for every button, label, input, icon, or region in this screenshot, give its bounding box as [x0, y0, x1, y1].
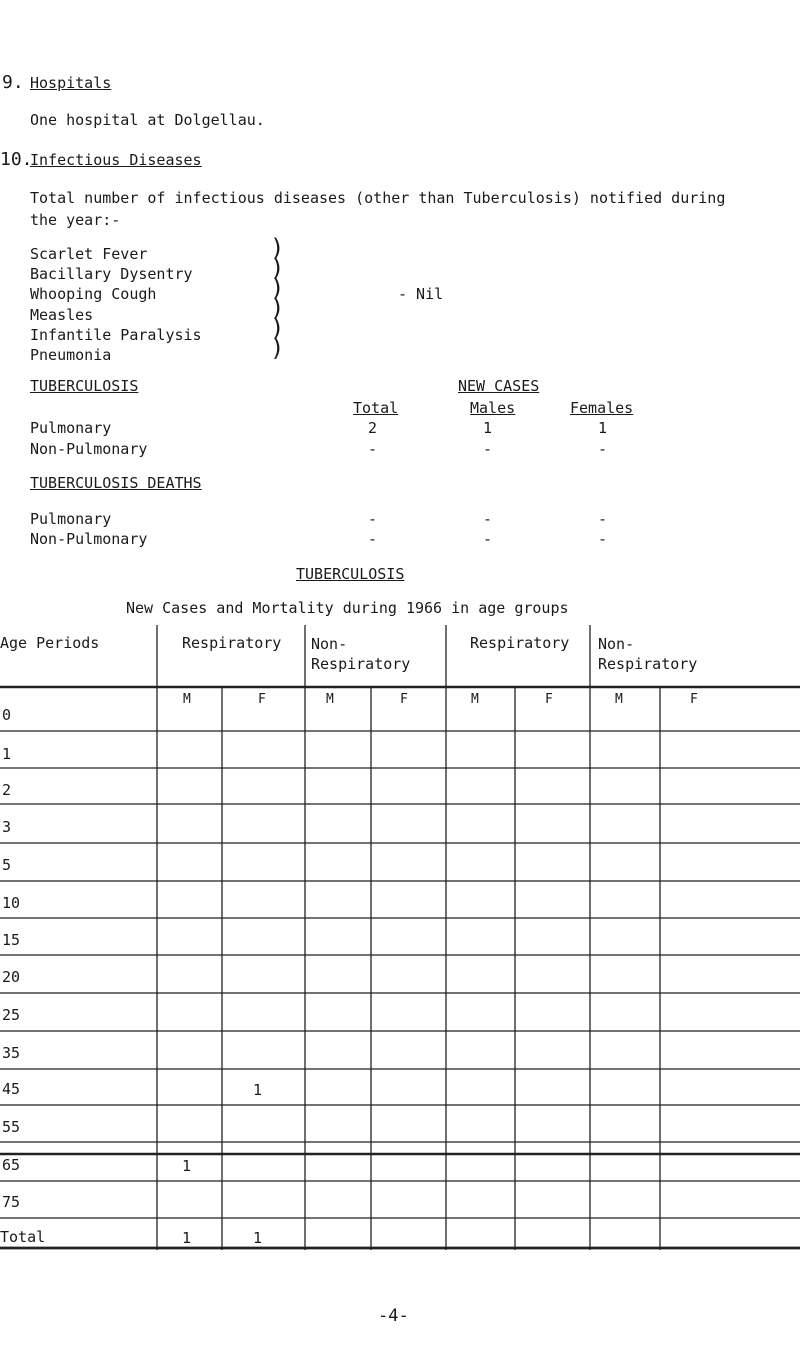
cell-total: -: [368, 510, 378, 528]
cell-total: 2: [368, 419, 378, 437]
row-label: Pulmonary: [30, 419, 112, 437]
cell-males: -: [483, 440, 493, 458]
cell-males: 1: [483, 419, 493, 437]
age-label: 5: [2, 856, 12, 874]
sex-label: M: [326, 692, 334, 707]
sex-label: F: [400, 692, 408, 707]
cell-females: -: [598, 440, 608, 458]
cell-males: -: [483, 510, 493, 528]
age-label: 55: [2, 1118, 21, 1136]
new-cases-header: NEW CASES: [458, 377, 540, 395]
col-age-periods: Age Periods: [0, 634, 100, 652]
intro-line-2: the year:-: [30, 211, 121, 229]
intro-line-1: Total number of infectious diseases (other than Tuberculosis) notified during: [30, 189, 726, 207]
total-label: Total: [0, 1228, 46, 1246]
table-title: TUBERCULOSIS: [296, 565, 405, 583]
table-cell: 1: [253, 1229, 263, 1247]
col-females: Females: [570, 399, 634, 417]
disease-item: Bacillary Dysentry: [30, 265, 193, 283]
age-label: 20: [2, 968, 21, 986]
sex-label: F: [258, 692, 266, 707]
tb-deaths-heading: TUBERCULOSIS DEATHS: [30, 474, 202, 492]
col-group-respiratory: Respiratory: [470, 634, 570, 652]
age-label: 75: [2, 1193, 21, 1211]
age-label: 10: [2, 894, 21, 912]
disease-item: Scarlet Fever: [30, 245, 148, 263]
age-label: 15: [2, 931, 21, 949]
age-label: 65: [2, 1156, 21, 1174]
age-label: 3: [2, 818, 12, 836]
sex-label: M: [183, 692, 191, 707]
section-9-number: 9.: [2, 72, 24, 93]
cell-total: -: [368, 530, 378, 548]
disease-item: Measles: [30, 306, 94, 324]
age-label: 2: [2, 781, 12, 799]
table-cell: 1: [182, 1229, 192, 1247]
row-label: Pulmonary: [30, 510, 112, 528]
sex-label: F: [690, 692, 698, 707]
tb-heading: TUBERCULOSIS: [30, 377, 139, 395]
cell-females: 1: [598, 419, 608, 437]
cell-females: -: [598, 530, 608, 548]
sex-label: M: [471, 692, 479, 707]
disease-item: Pneumonia: [30, 346, 112, 364]
disease-item: Whooping Cough: [30, 285, 157, 303]
col-group-respiratory: Respiratory: [182, 634, 282, 652]
age-label: 0: [2, 706, 12, 724]
section-9-heading: Hospitals: [30, 74, 112, 92]
cell-females: -: [598, 510, 608, 528]
disease-item: Infantile Paralysis: [30, 326, 202, 344]
row-label: Non-Pulmonary: [30, 440, 148, 458]
nil-label: - Nil: [398, 285, 444, 303]
col-total: Total: [353, 399, 399, 417]
row-label: Non-Pulmonary: [30, 530, 148, 548]
age-label: 1: [2, 745, 12, 763]
cell-males: -: [483, 530, 493, 548]
table-cell: 1: [253, 1081, 263, 1099]
bracket-column: ) ) ) ) ) ): [270, 234, 285, 362]
sex-label: F: [545, 692, 553, 707]
age-label: 25: [2, 1006, 21, 1024]
section-10-heading: Infectious Diseases: [30, 151, 202, 169]
table-subtitle: New Cases and Mortality during 1966 in age groups: [126, 599, 569, 617]
age-label: 35: [2, 1044, 21, 1062]
sex-label: M: [615, 692, 623, 707]
page-number: -4-: [378, 1306, 409, 1326]
cell-total: -: [368, 440, 378, 458]
col-group-non-respiratory: Non- Respiratory: [598, 635, 698, 673]
table-cell: 1: [182, 1157, 192, 1175]
section-10-number: 10.: [0, 149, 33, 170]
age-label: 45: [2, 1080, 21, 1098]
col-males: Males: [470, 399, 516, 417]
col-group-non-respiratory: Non- Respiratory: [311, 635, 411, 673]
section-9-text: One hospital at Dolgellau.: [30, 111, 265, 129]
